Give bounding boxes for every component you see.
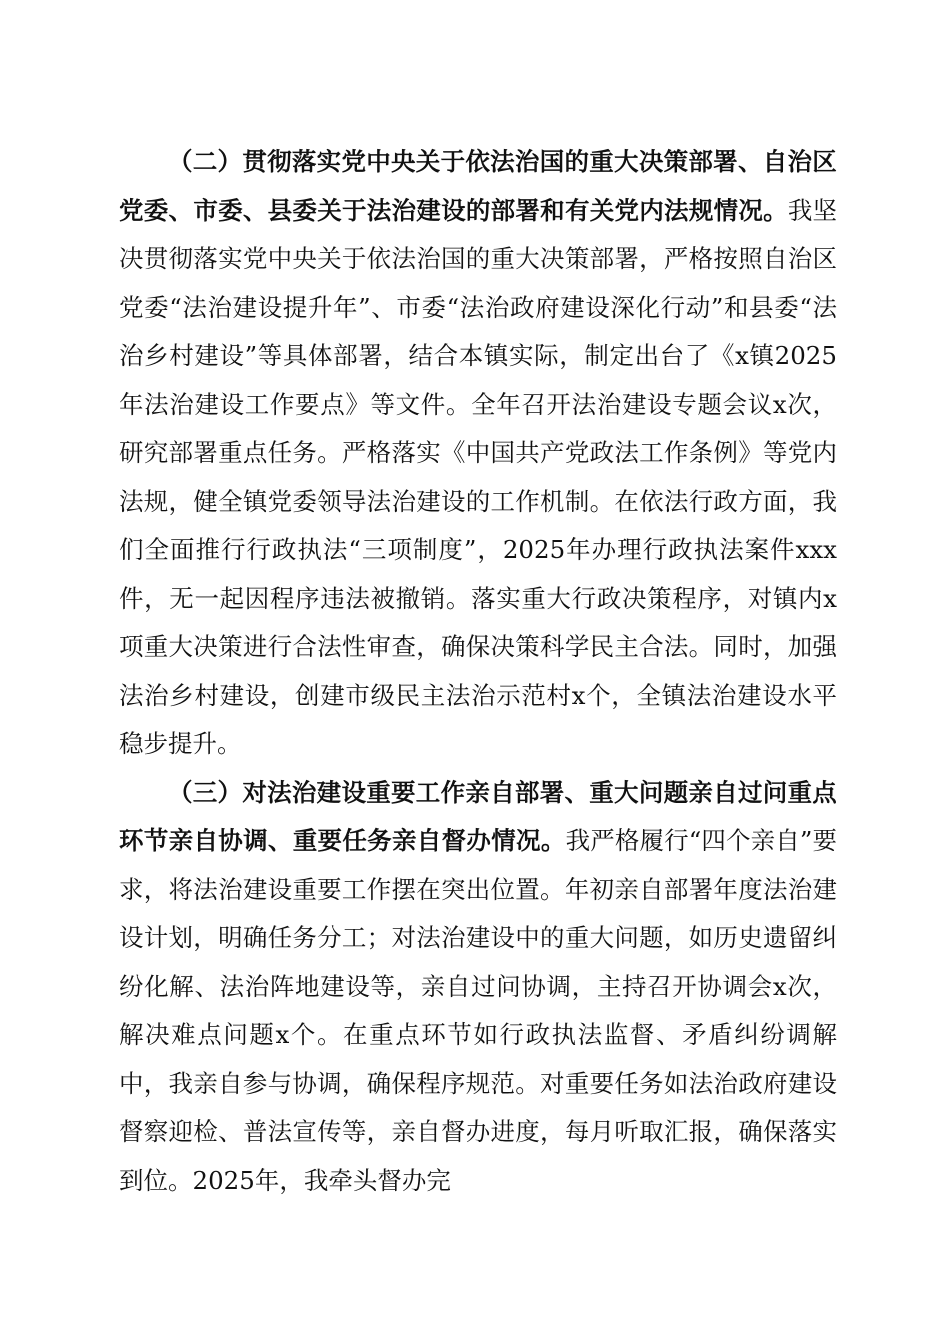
paragraph-section-two <box>119 138 837 769</box>
section-three-heading: （三）对法治建设重要工作亲自部署、重大问题亲自过问重点环节亲自协调、重要任务亲自督办情况。 <box>119 777 837 855</box>
section-two-body: 我坚决贯彻落实党中央关于依法治国的重大决策部署，严格按照自治区党委“法治建设提升年”、市委“法治政府建设深化行动”和县委“法治乡村建设”等具体部署，结合本镇实际，制定出台了《x镇2025年法治建设工作要点》等文件。全年召开法治建设专题会议x次，研究部署重点任务。严格落实《中国共产党政法工作条例》等党内法规，健全镇党委领导法治建设的工作机制。在依法行政方面，我们全面推行行政执法“三项制度”，2025年办理行政执法案件xxx件，无一起因程序违法被撤销。落实重大行政决策程序，对镇内x项重大决策进行合法性审查，确保决策科学民主合法。同时，加强法治乡村建设，创建市级民主法治示范村x个，全镇法治建设水平稳步提升。 <box>119 195 837 758</box>
section-three-body: 我严格履行“四个亲自”要求，将法治建设重要工作摆在突出位置。年初亲自部署年度法治建设计划，明确任务分工；对法治建设中的重大问题，如历史遗留纠纷化解、法治阵地建设等，亲自过问协调，主持召开协调会x次，解决难点问题x个。在重点环节如行政执法监督、矛盾纠纷调解中，我亲自参与协调，确保程序规范。对重要任务如法治政府建设督察迎检、普法宣传等，亲自督办进度，每月听取汇报，确保落实到位。2025年，我牵头督办完 <box>119 826 837 1195</box>
section-two-heading: （二）贯彻落实党中央关于依法治国的重大决策部署、自治区党委、市委、县委关于法治建设的部署和有关党内法规情况。 <box>119 147 837 225</box>
paragraph-section-three <box>119 769 837 1206</box>
document-body <box>119 138 837 1205</box>
